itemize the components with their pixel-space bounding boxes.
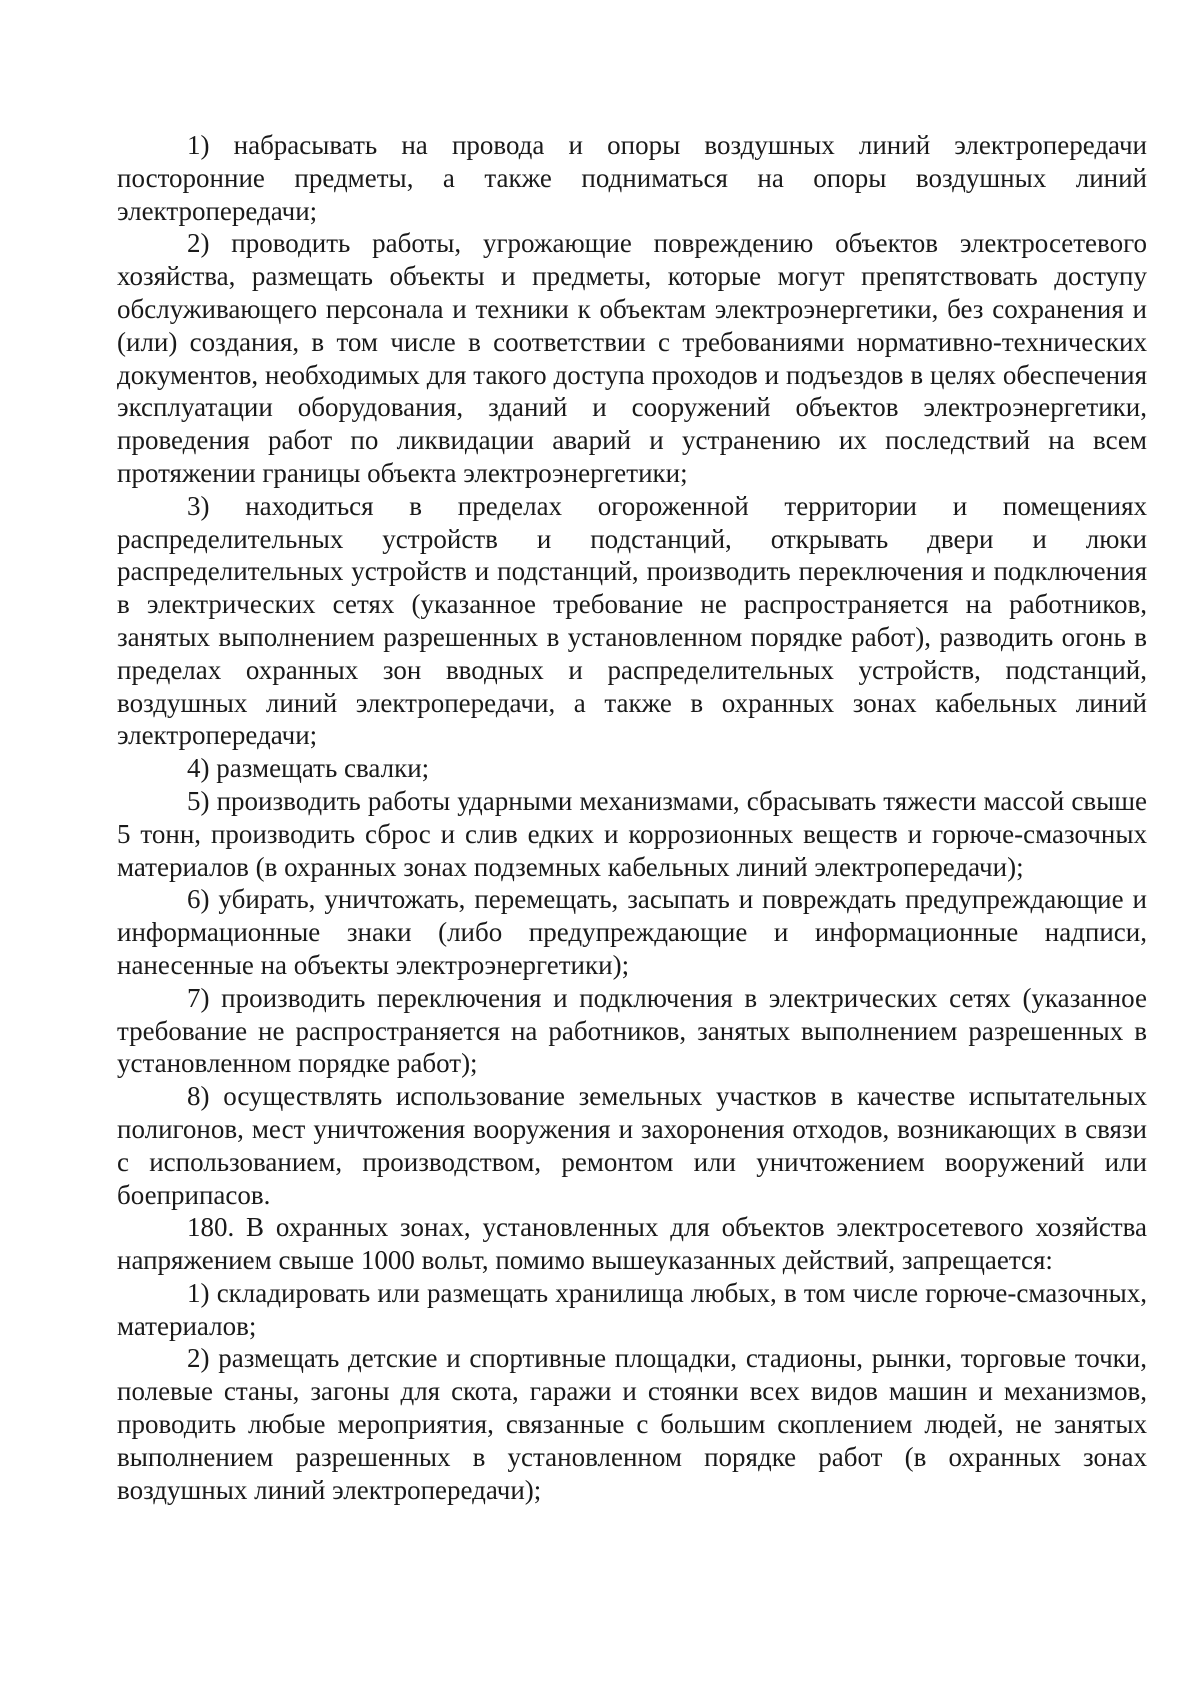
paragraph-item-1: 1) набрасывать на провода и опоры воздушных линий электропередачи посторонние предметы, а также подниматься на опоры воздушных линий электропередачи; [117, 130, 1147, 226]
paragraph-item-2: 2) проводить работы, угрожающие повреждению объектов электросетевого хозяйства, размещать объекты и предметы, которые могут препятствовать доступу обслуживающего персонала и техники к объектам электроэнергетики, без сохранения и (или) создания, в том числе в соответствии с требованиями нормативно-технических документов, необходимых для такого доступа проходов и подъездов в целях обеспечения эксплуатации оборудования, зданий и сооружений объектов электроэнергетики, проведения работ по ликвидации аварий и устранению их последствий на всем протяжении границы объекта электроэнергетики; [117, 228, 1147, 488]
paragraph-item-180-1: 1) складировать или размещать хранилища любых, в том числе горюче-смазочных, материалов; [117, 1277, 1147, 1341]
paragraph-item-5: 5) производить работы ударными механизмами, сбрасывать тяжести массой свыше 5 тонн, производить сброс и слив едких и коррозионных веществ и горюче-смазочных материалов (в охранных зонах подземных кабельных линий электропередачи); [117, 785, 1147, 882]
paragraph-item-4: 4) размещать свалки; [187, 753, 430, 784]
paragraph-section-180: 180. В охранных зонах, установленных для объектов электросетевого хозяйства напряжением свыше 1000 вольт, помимо вышеуказанных действий, запрещается: [117, 1212, 1147, 1276]
paragraph-item-8: 8) осуществлять использование земельных участков в качестве испытательных полигонов, мест уничтожения вооружения и захоронения отходов, возникающих в связи с использованием, производством, ремонтом или уничтожением вооружений или боеприпасов. [117, 1081, 1147, 1210]
paragraph-item-180-2: 2) размещать детские и спортивные площадки, стадионы, рынки, торговые точки, полевые станы, загоны для скота, гаражи и стоянки всех видов машин и механизмов, проводить любые мероприятия, связанные с большим скоплением людей, не занятых выполнением разрешенных в установленном порядке работ (в охранных зонах воздушных линий электропередачи); [117, 1343, 1147, 1505]
paragraph-item-7: 7) производить переключения и подключения в электрических сетях (указанное требование не распространяется на работников, занятых выполнением разрешенных в установленном порядке работ); [117, 982, 1147, 1079]
paragraph-item-6: 6) убирать, уничтожать, перемещать, засыпать и повреждать предупреждающие и информационные знаки (либо предупреждающие и информационные надписи, нанесенные на объекты электроэнергетики); [117, 884, 1147, 980]
paragraph-item-3: 3) находиться в пределах огороженной территории и помещениях распределительных устройств и подстанций, открывать двери и люки распределительных устройств и подстанций, производить переключения и подключения в электрических сетях (указанное требование не распространяется на работников, занятых выполнением разрешенных в установленном порядке работ), разводить огонь в пределах охранных зон вводных и распределительных устройств, подстанций, воздушных линий электропередачи, а также в охранных зонах кабельных линий электропередачи; [117, 490, 1147, 751]
document-body [117, 129, 1147, 1506]
